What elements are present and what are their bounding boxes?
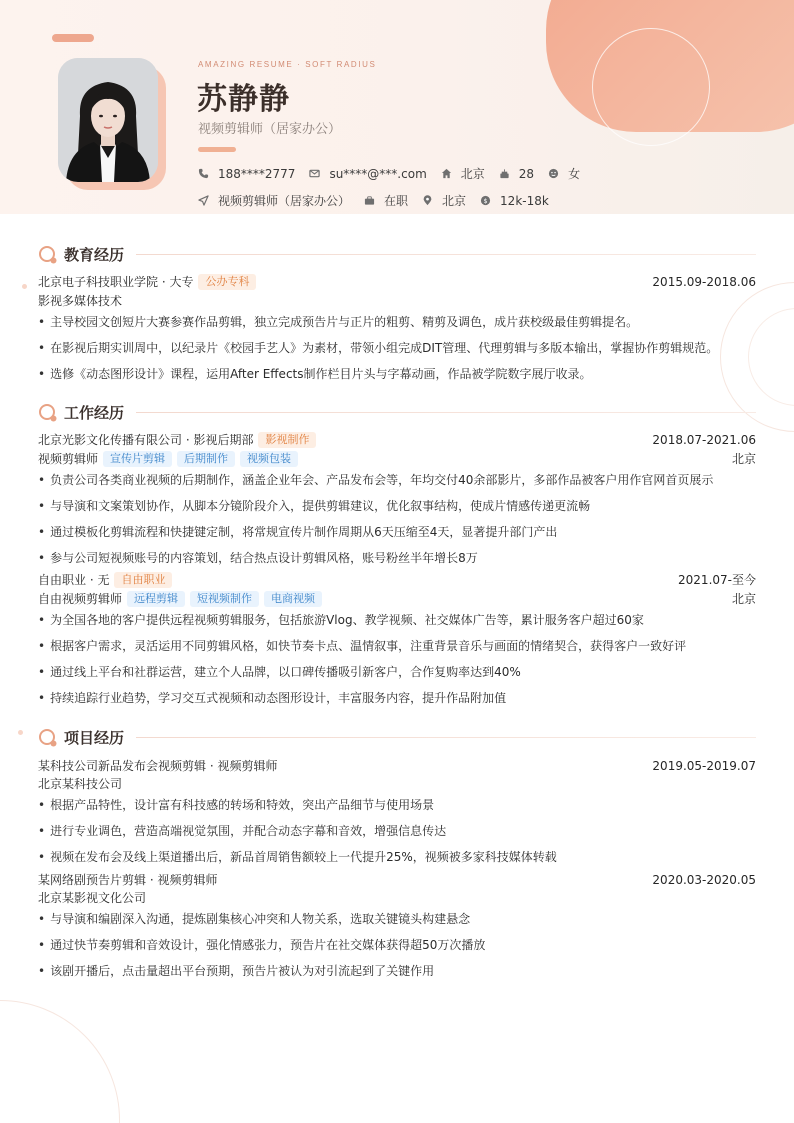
job-company: 北京光影文化传播有限公司 · 影视后期部 bbox=[38, 433, 254, 447]
project-bullet: • 视频在发布会及线上渠道播出后，新品首周销售额较上一代提升25%，视频被多家科技媒体转载 bbox=[38, 848, 557, 865]
work-section-header bbox=[38, 402, 756, 423]
contact-phone bbox=[198, 167, 295, 181]
project-bullet: • 进行专业调色，营造高端视觉氛围，并配合动态字幕和音效，增强信息传达 bbox=[38, 822, 446, 839]
candidate-name: 苏静静 bbox=[197, 82, 290, 117]
intent-city bbox=[422, 192, 466, 209]
intent-job-text: 视频剪辑师（居家办公） bbox=[218, 194, 351, 208]
city-text: 北京 bbox=[460, 167, 485, 181]
section-divider bbox=[136, 254, 756, 255]
section-divider bbox=[136, 737, 756, 738]
decorative-ring bbox=[592, 28, 710, 146]
contact-row bbox=[198, 165, 594, 182]
decorative-ring-left bbox=[0, 1000, 120, 1123]
job-bullet: • 持续追踪行业趋势，学习交互式视频和动态图形设计，丰富服务内容，提升作品附加值 bbox=[38, 689, 506, 706]
decorative-dot bbox=[18, 730, 23, 735]
svg-text:$: $ bbox=[483, 196, 488, 205]
education-bullet: • 选修《动态图形设计》课程，运用After Effects制作栏目片头与字幕动画，作品被学院数字展厅收录。 bbox=[38, 365, 592, 382]
job-skill-tag: 视频包装 bbox=[240, 451, 298, 467]
education-dates: 2015.09-2018.06 bbox=[652, 274, 756, 289]
title-accent-bar bbox=[198, 147, 236, 152]
contact-age bbox=[499, 167, 534, 181]
job-bullet: • 根据客户需求，灵活运用不同剪辑风格，如快节奏卡点、温情叙事，注重背景音乐与画面的情绪契合，获得客户一致好评 bbox=[38, 637, 686, 654]
section-divider bbox=[136, 412, 756, 413]
job-company-tag: 自由职业 bbox=[114, 572, 172, 588]
work-heading: 工作经历 bbox=[64, 404, 125, 422]
education-major-row bbox=[38, 292, 756, 309]
phone-icon bbox=[198, 168, 209, 179]
job-bullet: • 与导演和文案策划协作，从脚本分镜阶段介入，提供剪辑建议，优化叙事结构，使成片情感传递更流畅 bbox=[38, 497, 590, 514]
resume-kicker: AMAZING RESUME · SOFT RADIUS bbox=[198, 60, 377, 69]
cake-icon bbox=[499, 168, 510, 179]
intent-row bbox=[198, 192, 563, 209]
contact-email bbox=[309, 167, 426, 181]
contact-city bbox=[441, 165, 485, 182]
project-org-row bbox=[38, 889, 756, 906]
job-city: 北京 bbox=[731, 592, 756, 606]
job-city: 北京 bbox=[731, 452, 756, 466]
education-section-header bbox=[38, 244, 756, 265]
phone-text: 188****2777 bbox=[218, 166, 296, 181]
magnifier-icon bbox=[38, 245, 58, 265]
project-org-row bbox=[38, 775, 756, 792]
project-org: 北京某科技公司 bbox=[38, 777, 123, 791]
project-bullet: • 通过快节奏剪辑和音效设计，强化情感张力，预告片在社交媒体获得超50万次播放 bbox=[38, 936, 485, 953]
project-dates: 2020.03-2020.05 bbox=[652, 872, 756, 887]
decorative-dot bbox=[22, 284, 27, 289]
avatar-photo bbox=[58, 58, 158, 182]
education-bullet: • 主导校园文创短片大赛参赛作品剪辑，独立完成预告片与正片的粗剪、精剪及调色，成片获校级最佳剪辑提名。 bbox=[38, 313, 638, 330]
job-role-row bbox=[38, 450, 756, 467]
job-skill-tag: 远程剪辑 bbox=[127, 591, 185, 607]
job-bullet: • 通过线上平台和社群运营，建立个人品牌，以口碑传播吸引新客户，合作复购率达到40% bbox=[38, 663, 521, 680]
projects-section-header bbox=[38, 727, 756, 748]
send-icon bbox=[198, 195, 209, 206]
job-skill-tag: 电商视频 bbox=[264, 591, 322, 607]
gender-text: 女 bbox=[568, 167, 581, 181]
intent-status bbox=[364, 192, 408, 209]
email-text: su****@***.com bbox=[329, 166, 427, 181]
school-tag: 公办专科 bbox=[198, 274, 256, 290]
projects-heading: 项目经历 bbox=[64, 729, 125, 747]
intent-salary bbox=[480, 194, 549, 208]
project-name-row bbox=[38, 757, 756, 774]
school-name: 北京电子科技职业学院 · 大专 bbox=[38, 275, 194, 289]
resume-header bbox=[0, 0, 794, 214]
intent-city-text: 北京 bbox=[442, 194, 467, 208]
education-heading: 教育经历 bbox=[64, 246, 125, 264]
contact-gender bbox=[548, 165, 580, 182]
job-dates: 2018.07-2021.06 bbox=[652, 432, 756, 447]
job-bullet: • 负责公司各类商业视频的后期制作，涵盖企业年会、产品发布会等，年均交付40余部影片，多部作品被客户用作官网首页展示 bbox=[38, 471, 713, 488]
money-icon bbox=[480, 195, 491, 206]
job-dates: 2021.07-至今 bbox=[678, 573, 756, 587]
job-company: 自由职业 · 无 bbox=[38, 573, 110, 587]
briefcase-icon bbox=[364, 195, 375, 206]
project-org: 北京某影视文化公司 bbox=[38, 891, 147, 905]
accent-bar bbox=[52, 34, 94, 42]
job-role: 视频剪辑师 bbox=[38, 452, 99, 466]
education-major: 影视多媒体技术 bbox=[38, 294, 123, 308]
education-bullet: • 在影视后期实训周中，以纪录片《校园手艺人》为素材，带领小组完成DIT管理、代理剪辑与多版本输出，掌握协作剪辑规范。 bbox=[38, 339, 718, 356]
project-name: 某科技公司新品发布会视频剪辑 · 视频剪辑师 bbox=[38, 759, 278, 773]
job-company-tag: 影视制作 bbox=[258, 432, 316, 448]
intent-job bbox=[198, 192, 350, 209]
project-bullet: • 与导演和编剧深入沟通，提炼剧集核心冲突和人物关系，选取关键镜头构建悬念 bbox=[38, 910, 470, 927]
project-dates: 2019.05-2019.07 bbox=[652, 758, 756, 773]
job-company-row bbox=[38, 571, 756, 588]
magnifier-icon bbox=[38, 728, 58, 748]
education-school-row bbox=[38, 273, 756, 290]
candidate-title: 视频剪辑师（居家办公） bbox=[198, 122, 342, 137]
mail-icon bbox=[309, 168, 320, 179]
job-skill-tag: 宣传片剪辑 bbox=[103, 451, 172, 467]
location-pin-icon bbox=[422, 195, 433, 206]
job-role-row bbox=[38, 590, 756, 607]
project-name: 某网络剧预告片剪辑 · 视频剪辑师 bbox=[38, 873, 218, 887]
job-skill-tag: 后期制作 bbox=[177, 451, 235, 467]
project-name-row bbox=[38, 871, 756, 888]
face-icon bbox=[548, 168, 559, 179]
job-bullet: • 参与公司短视频账号的内容策划，结合热点设计剪辑风格，账号粉丝半年增长8万 bbox=[38, 549, 478, 566]
home-icon bbox=[441, 168, 452, 179]
intent-status-text: 在职 bbox=[384, 194, 409, 208]
age-text: 28 bbox=[518, 166, 535, 181]
job-bullet: • 为全国各地的客户提供远程视频剪辑服务，包括旅游Vlog、教学视频、社交媒体广告等，累计服务客户超过60家 bbox=[38, 611, 644, 628]
job-role: 自由视频剪辑师 bbox=[38, 592, 123, 606]
job-skill-tag: 短视频制作 bbox=[190, 591, 259, 607]
job-bullet: • 通过模板化剪辑流程和快捷键定制，将常规宣传片制作周期从6天压缩至4天，显著提升部门产出 bbox=[38, 523, 557, 540]
intent-salary-text: 12k-18k bbox=[500, 193, 549, 208]
job-company-row bbox=[38, 431, 756, 448]
project-bullet: • 该剧开播后，点击量超出平台预期，预告片被认为对引流起到了关键作用 bbox=[38, 962, 434, 979]
magnifier-icon bbox=[38, 403, 58, 423]
project-bullet: • 根据产品特性，设计富有科技感的转场和特效，突出产品细节与使用场景 bbox=[38, 796, 434, 813]
